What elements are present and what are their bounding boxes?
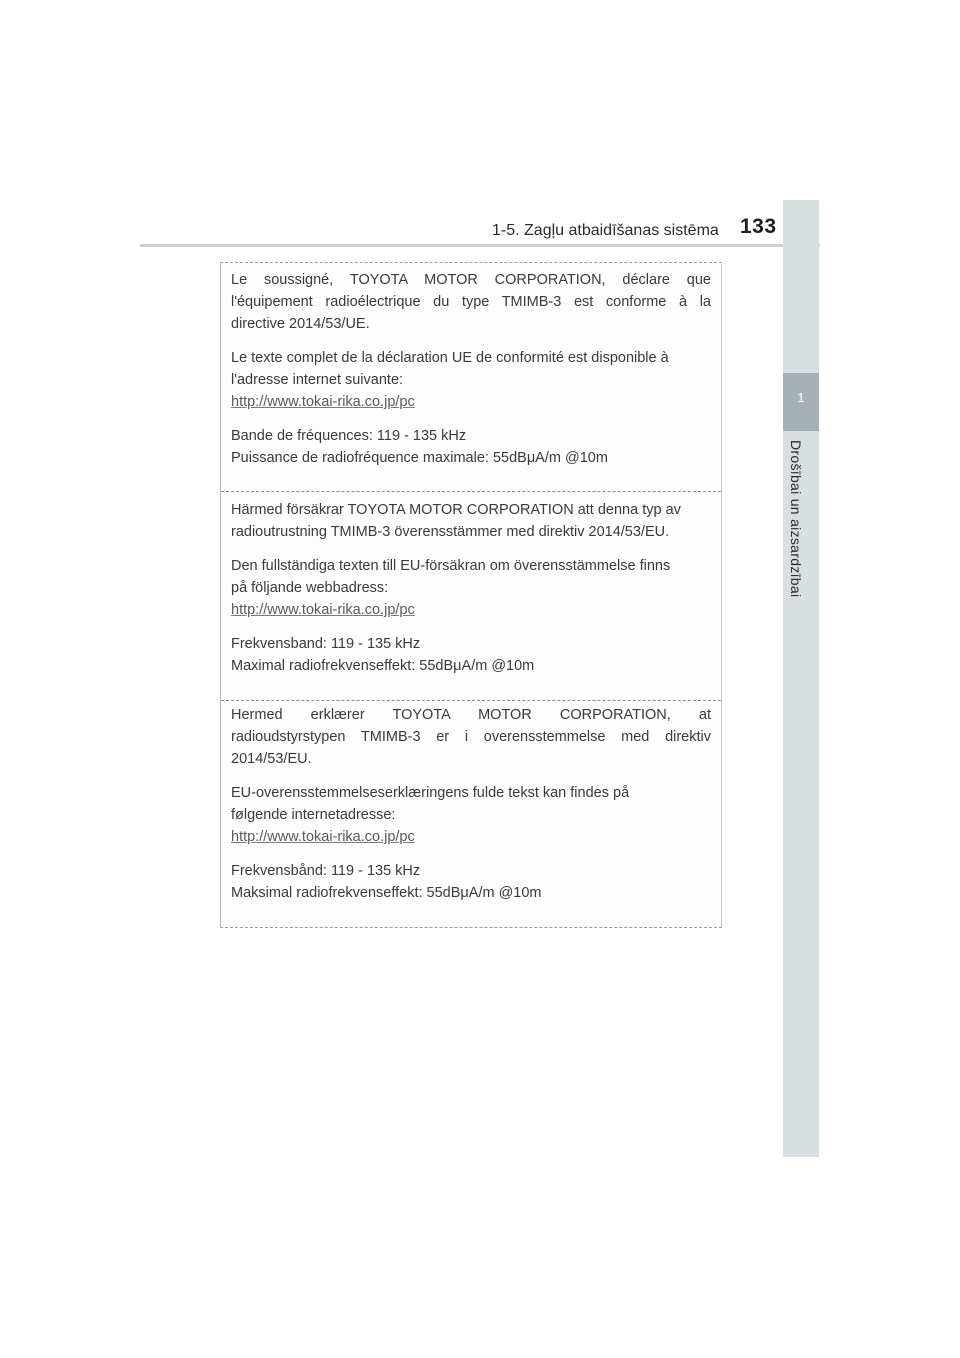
da-url-link[interactable]: http://www.tokai-rika.co.jp/pc: [231, 829, 415, 845]
da-line2: radioudstyrstypen TMIMB-3 er i overensstemmelse med direktiv: [231, 729, 711, 745]
fr-line4: Le texte complet de la déclaration UE de conformité est disponible à: [231, 350, 669, 366]
chapter-number: 1: [797, 390, 805, 405]
sv-line1: Härmed försäkrar TOYOTA MOTOR CORPORATION att denna typ av: [231, 502, 681, 518]
fr-line5: l'adresse internet suivante:: [231, 372, 404, 388]
fr-freq-band: Bande de fréquences: 119 - 135 kHz: [231, 428, 467, 444]
chapter-side-tab: [783, 200, 819, 1157]
fr-max-power: Puissance de radiofréquence maximale: 55dBμA/m @10m: [231, 450, 608, 466]
fr-line2: l'équipement radioélectrique du type TMIMB-3 est conforme à la: [231, 294, 711, 310]
declaration-swedish: [231, 499, 711, 677]
divider: [221, 700, 721, 701]
sv-freq-band: Frekvensband: 119 - 135 kHz: [231, 636, 421, 652]
declaration-danish: [231, 704, 711, 904]
sv-max-power: Maximal radiofrekvenseffekt: 55dBμA/m @10m: [231, 658, 535, 674]
da-line4: EU-overensstemmelseserklæringens fulde tekst kan findes på: [231, 785, 630, 801]
da-line5: følgende internetadresse:: [231, 807, 396, 823]
fr-line1: Le soussigné, TOYOTA MOTOR CORPORATION, déclare que: [231, 272, 711, 288]
da-line1: Hermed erklærer TOYOTA MOTOR CORPORATION, at: [231, 707, 711, 723]
sv-url-link[interactable]: http://www.tokai-rika.co.jp/pc: [231, 602, 415, 618]
fr-line3: directive 2014/53/UE.: [231, 316, 370, 332]
chapter-label: Drošībai un aizsardzībai: [788, 440, 804, 598]
declaration-french: [231, 269, 711, 469]
sv-line3: Den fullständiga texten till EU-försäkran om överensstämmelse finns: [231, 558, 671, 574]
da-freq-band: Frekvensbånd: 119 - 135 kHz: [231, 863, 421, 879]
section-title: 1-5. Zagļu atbaidīšanas sistēma: [492, 222, 719, 239]
da-line3: 2014/53/EU.: [231, 751, 312, 767]
sv-line4: på följande webbadress:: [231, 580, 389, 596]
declaration-scan: [220, 262, 722, 928]
fr-url-link[interactable]: http://www.tokai-rika.co.jp/pc: [231, 394, 415, 410]
header-rule: [140, 244, 820, 247]
sv-line2: radioutrustning TMIMB-3 överensstämmer med direktiv 2014/53/EU.: [231, 524, 670, 540]
page-number: 133: [740, 215, 777, 238]
divider: [221, 491, 721, 492]
da-max-power: Maksimal radiofrekvenseffekt: 55dBμA/m @10m: [231, 885, 542, 901]
